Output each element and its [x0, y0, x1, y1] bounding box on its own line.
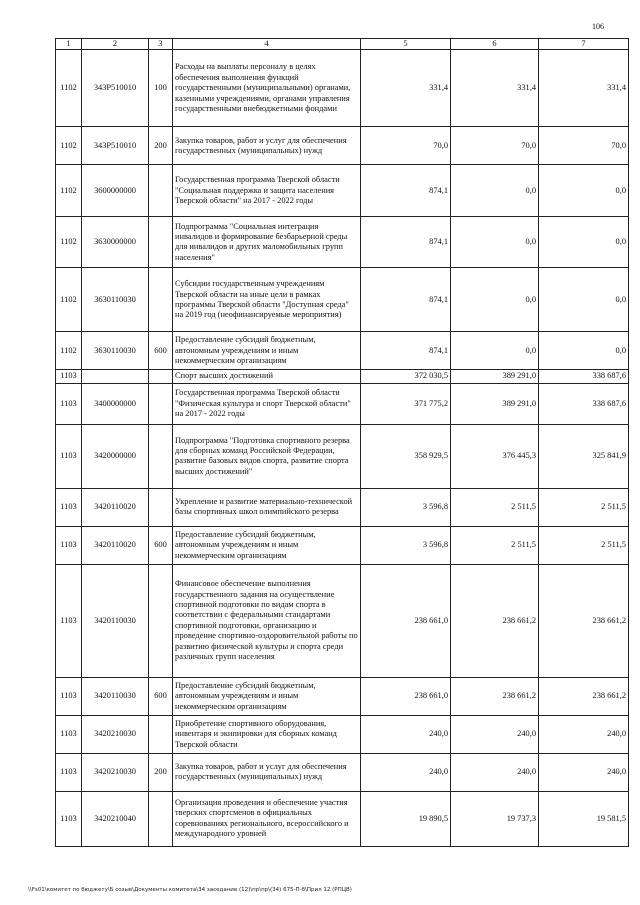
amount-col6: 2 511,5	[451, 526, 539, 564]
item-name: Организация проведения и обеспечение участия тверских спортсменов в официальных соревнованиях регионального, всероссийского и международного уровней	[173, 791, 361, 846]
amount-col6: 0,0	[451, 217, 539, 268]
expense-type: 600	[149, 677, 173, 715]
table-row	[56, 564, 629, 677]
amount-col6: 240,0	[451, 753, 539, 791]
expense-type	[149, 165, 173, 217]
header-cell: 4	[173, 39, 361, 50]
amount-col6: 0,0	[451, 332, 539, 370]
table-row	[56, 753, 629, 791]
amount-col7: 238 661,2	[539, 677, 629, 715]
amount-col5: 358 929,5	[361, 424, 451, 488]
table-row	[56, 217, 629, 268]
table-row	[56, 50, 629, 127]
expense-type	[149, 791, 173, 846]
amount-col6: 376 445,3	[451, 424, 539, 488]
target-code: 343Р510010	[82, 127, 149, 165]
amount-col7: 240,0	[539, 715, 629, 753]
table-row	[56, 488, 629, 526]
item-name: Расходы на выплаты персоналу в целях обеспечения выполнения функций государственными (муниципальными) органами, казенными учреждениями, органами управления государственными внебюджетными фондами	[173, 50, 361, 127]
target-code: 3600000000	[82, 165, 149, 217]
expense-type	[149, 424, 173, 488]
section-code: 1103	[56, 488, 82, 526]
section-code: 1103	[56, 791, 82, 846]
item-name: Финансовое обеспечение выполнения государственного задания на осуществление спортивной подготовки по видам спорта в соответствии с федеральными стандартами спортивной подготовки, организацию и проведение спортивно-оздоровительной работы по развитию физической культуры и спорта среди различных групп населения	[173, 564, 361, 677]
section-code: 1103	[56, 753, 82, 791]
amount-col6: 331,4	[451, 50, 539, 127]
amount-col6: 0,0	[451, 165, 539, 217]
table-header-row	[56, 39, 629, 50]
item-name: Предоставление субсидий бюджетным, автономным учреждениям и иным некоммерческим организациям	[173, 677, 361, 715]
table-row	[56, 332, 629, 370]
target-code: 343Р510010	[82, 50, 149, 127]
target-code	[82, 370, 149, 383]
header-cell: 6	[451, 39, 539, 50]
section-code: 1102	[56, 217, 82, 268]
expense-type	[149, 383, 173, 424]
section-code: 1102	[56, 268, 82, 332]
amount-col7: 338 687,6	[539, 383, 629, 424]
amount-col5: 240,0	[361, 715, 451, 753]
amount-col7: 0,0	[539, 268, 629, 332]
expense-type	[149, 488, 173, 526]
table-row	[56, 791, 629, 846]
item-name: Закупка товаров, работ и услуг для обеспечения государственных (муниципальных) нужд	[173, 753, 361, 791]
table-row	[56, 127, 629, 165]
expense-type	[149, 370, 173, 383]
header-cell: 1	[56, 39, 82, 50]
page-number: 106	[592, 22, 604, 31]
item-name: Укрепление и развитие материально-технической базы спортивных школ олимпийского резерва	[173, 488, 361, 526]
amount-col6: 2 511,5	[451, 488, 539, 526]
target-code: 3420110030	[82, 677, 149, 715]
amount-col7: 331,4	[539, 50, 629, 127]
amount-col6: 70,0	[451, 127, 539, 165]
target-code: 3420000000	[82, 424, 149, 488]
expense-type	[149, 217, 173, 268]
amount-col7: 0,0	[539, 332, 629, 370]
target-code: 3420110030	[82, 564, 149, 677]
header-cell: 5	[361, 39, 451, 50]
table-row	[56, 677, 629, 715]
amount-col7: 0,0	[539, 165, 629, 217]
amount-col5: 874,1	[361, 268, 451, 332]
footer-file-path: \\Fs01\комитет по бюджету\Б созыв\Документы комитета\34 заседание (12)\пр\пр\(34) 675-П-б\Прил 12 (РПЦВ)	[28, 887, 352, 893]
expense-type: 600	[149, 526, 173, 564]
section-code: 1103	[56, 424, 82, 488]
section-code: 1102	[56, 50, 82, 127]
header-cell: 7	[539, 39, 629, 50]
expense-type: 100	[149, 50, 173, 127]
amount-col5: 874,1	[361, 332, 451, 370]
budget-table	[55, 38, 629, 847]
target-code: 3420210040	[82, 791, 149, 846]
target-code: 3420210030	[82, 715, 149, 753]
expense-type	[149, 268, 173, 332]
table-row	[56, 370, 629, 383]
amount-col5: 19 890,5	[361, 791, 451, 846]
section-code: 1103	[56, 715, 82, 753]
amount-col5: 372 030,5	[361, 370, 451, 383]
amount-col7: 0,0	[539, 217, 629, 268]
amount-col7: 70,0	[539, 127, 629, 165]
target-code: 3420110020	[82, 526, 149, 564]
amount-col6: 389 291,0	[451, 370, 539, 383]
item-name: Предоставление субсидий бюджетным, автономным учреждениям и иным некоммерческим организациям	[173, 332, 361, 370]
amount-col7: 338 687,6	[539, 370, 629, 383]
amount-col6: 238 661,2	[451, 564, 539, 677]
expense-type	[149, 564, 173, 677]
item-name: Подпрограмма "Подготовка спортивного резерва для сборных команд Российской Федерации, развитие базовых видов спорта, развитие спорта высших достижений"	[173, 424, 361, 488]
table-row	[56, 268, 629, 332]
amount-col5: 70,0	[361, 127, 451, 165]
amount-col6: 240,0	[451, 715, 539, 753]
amount-col5: 3 596,8	[361, 526, 451, 564]
section-code: 1102	[56, 165, 82, 217]
expense-type	[149, 715, 173, 753]
table-row	[56, 165, 629, 217]
amount-col7: 19 581,5	[539, 791, 629, 846]
amount-col7: 2 511,5	[539, 526, 629, 564]
section-code: 1103	[56, 383, 82, 424]
amount-col6: 0,0	[451, 268, 539, 332]
target-code: 3420110020	[82, 488, 149, 526]
target-code: 3630000000	[82, 217, 149, 268]
target-code: 3420210030	[82, 753, 149, 791]
amount-col6: 238 661,2	[451, 677, 539, 715]
target-code: 3630110030	[82, 332, 149, 370]
expense-type: 600	[149, 332, 173, 370]
section-code: 1103	[56, 677, 82, 715]
table-row	[56, 424, 629, 488]
amount-col5: 874,1	[361, 165, 451, 217]
item-name: Предоставление субсидий бюджетным, автономным учреждениям и иным некоммерческим организациям	[173, 526, 361, 564]
amount-col5: 874,1	[361, 217, 451, 268]
table-row	[56, 715, 629, 753]
amount-col5: 238 661,0	[361, 564, 451, 677]
item-name: Подпрограмма "Социальная интеграция инвалидов и формирование безбарьерной среды для инвалидов и других маломобильных групп населения"	[173, 217, 361, 268]
amount-col5: 331,4	[361, 50, 451, 127]
target-code: 3630110030	[82, 268, 149, 332]
amount-col5: 240,0	[361, 753, 451, 791]
table-row	[56, 383, 629, 424]
expense-type: 200	[149, 127, 173, 165]
expense-type: 200	[149, 753, 173, 791]
header-cell: 3	[149, 39, 173, 50]
section-code: 1102	[56, 127, 82, 165]
section-code: 1103	[56, 564, 82, 677]
amount-col5: 3 596,8	[361, 488, 451, 526]
item-name: Закупка товаров, работ и услуг для обеспечения государственных (муниципальных) нужд	[173, 127, 361, 165]
item-name: Субсидии государственным учреждениям Тверской области на иные цели в рамках программы Тверской области "Доступная среда" на 2019 год (неофинансируемые мероприятия)	[173, 268, 361, 332]
amount-col5: 371 775,2	[361, 383, 451, 424]
amount-col7: 325 841,9	[539, 424, 629, 488]
item-name: Государственная программа Тверской области "Физическая культура и спорт Тверской области" на 2017 - 2022 годы	[173, 383, 361, 424]
amount-col7: 240,0	[539, 753, 629, 791]
section-code: 1103	[56, 370, 82, 383]
target-code: 3400000000	[82, 383, 149, 424]
item-name: Спорт высших достижений	[173, 370, 361, 383]
amount-col7: 238 661,2	[539, 564, 629, 677]
table-row	[56, 526, 629, 564]
item-name: Государственная программа Тверской области "Социальная поддержка и защита населения Тверской области" на 2017 - 2022 годы	[173, 165, 361, 217]
amount-col6: 19 737,3	[451, 791, 539, 846]
amount-col7: 2 511,5	[539, 488, 629, 526]
amount-col6: 389 291,0	[451, 383, 539, 424]
amount-col5: 238 661,0	[361, 677, 451, 715]
section-code: 1103	[56, 526, 82, 564]
header-cell: 2	[82, 39, 149, 50]
section-code: 1102	[56, 332, 82, 370]
item-name: Приобретение спортивного оборудования, инвентаря и экипировки для сборных команд Тверской области	[173, 715, 361, 753]
